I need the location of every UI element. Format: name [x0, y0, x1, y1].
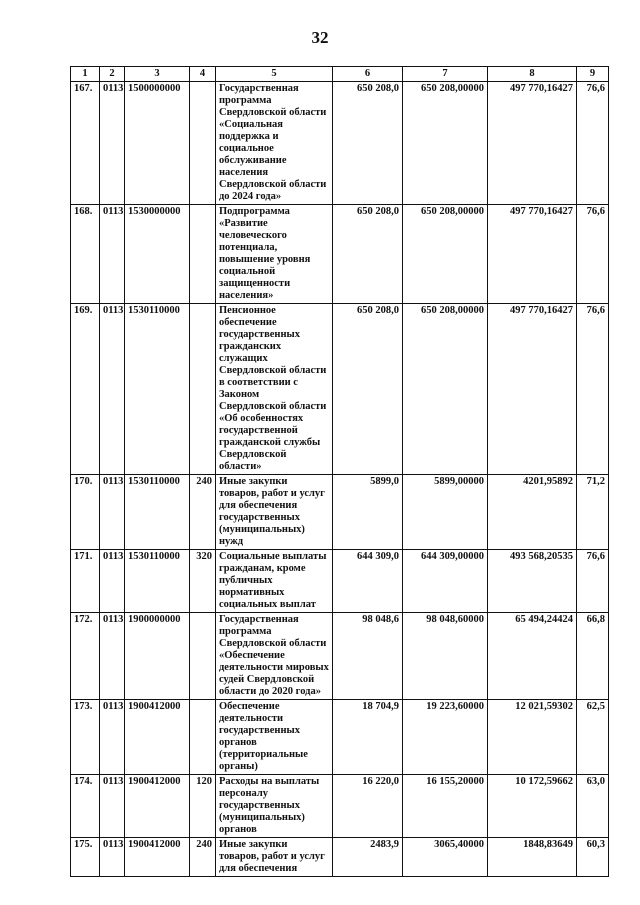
- executed-amount-cell: 4201,95892: [488, 475, 577, 550]
- item-name-cell: Подпрограмма «Развитие человеческого потенциала, повышение уровня социальной защищенности населения»: [216, 205, 333, 304]
- executed-amount-cell: 497 770,16427: [488, 304, 577, 475]
- column-header: 6: [333, 67, 403, 82]
- row-number-cell: 170.: [71, 475, 100, 550]
- executed-amount-cell: 497 770,16427: [488, 205, 577, 304]
- table-header-row: [71, 67, 609, 82]
- executed-amount-cell: 10 172,59662: [488, 775, 577, 838]
- expense-type-cell: [190, 700, 216, 775]
- section-code-cell: 0113: [100, 475, 125, 550]
- column-header: 3: [125, 67, 190, 82]
- expense-type-cell: 240: [190, 838, 216, 877]
- budget-allocation-cell: 644 309,00000: [403, 550, 488, 613]
- budget-allocation-cell: 98 048,60000: [403, 613, 488, 700]
- section-code-cell: 0113: [100, 700, 125, 775]
- expense-type-cell: [190, 205, 216, 304]
- execution-percent-cell: 71,2: [577, 475, 609, 550]
- column-header: 7: [403, 67, 488, 82]
- table-row: [71, 838, 609, 877]
- approved-amount-cell: 650 208,0: [333, 82, 403, 205]
- section-code-cell: 0113: [100, 304, 125, 475]
- approved-amount-cell: 650 208,0: [333, 205, 403, 304]
- row-number-cell: 171.: [71, 550, 100, 613]
- table-row: [71, 550, 609, 613]
- executed-amount-cell: 65 494,24424: [488, 613, 577, 700]
- approved-amount-cell: 650 208,0: [333, 304, 403, 475]
- section-code-cell: 0113: [100, 613, 125, 700]
- row-number-cell: 175.: [71, 838, 100, 877]
- execution-percent-cell: 76,6: [577, 550, 609, 613]
- item-name-cell: Государственная программа Свердловской области «Обеспечение деятельности мировых судей Свердловской области до 2020 года»: [216, 613, 333, 700]
- target-article-cell: 1530110000: [125, 304, 190, 475]
- execution-percent-cell: 66,8: [577, 613, 609, 700]
- target-article-cell: 1900412000: [125, 775, 190, 838]
- item-name-cell: Государственная программа Свердловской области «Социальная поддержка и социальное обслуживание населения Свердловской области до 2024 года»: [216, 82, 333, 205]
- target-article-cell: 1530110000: [125, 475, 190, 550]
- target-article-cell: 1530000000: [125, 205, 190, 304]
- execution-percent-cell: 76,6: [577, 304, 609, 475]
- table-row: [71, 82, 609, 205]
- budget-allocation-cell: 19 223,60000: [403, 700, 488, 775]
- table-row: [71, 475, 609, 550]
- approved-amount-cell: 2483,9: [333, 838, 403, 877]
- page-number: 32: [311, 28, 329, 47]
- budget-table: [70, 66, 609, 877]
- execution-percent-cell: 60,3: [577, 838, 609, 877]
- approved-amount-cell: 5899,0: [333, 475, 403, 550]
- budget-allocation-cell: 650 208,00000: [403, 304, 488, 475]
- budget-allocation-cell: 3065,40000: [403, 838, 488, 877]
- target-article-cell: 1500000000: [125, 82, 190, 205]
- execution-percent-cell: 76,6: [577, 82, 609, 205]
- approved-amount-cell: 18 704,9: [333, 700, 403, 775]
- executed-amount-cell: 1848,83649: [488, 838, 577, 877]
- expense-type-cell: 240: [190, 475, 216, 550]
- executed-amount-cell: 12 021,59302: [488, 700, 577, 775]
- column-header: 4: [190, 67, 216, 82]
- item-name-cell: Пенсионное обеспечение государственных гражданских служащих Свердловской области в соответствии с Законом Свердловской области «Об особенностях государственной гражданской службы Свердловской области»: [216, 304, 333, 475]
- section-code-cell: 0113: [100, 82, 125, 205]
- column-header: 9: [577, 67, 609, 82]
- executed-amount-cell: 493 568,20535: [488, 550, 577, 613]
- execution-percent-cell: 63,0: [577, 775, 609, 838]
- section-code-cell: 0113: [100, 550, 125, 613]
- table-row: [71, 304, 609, 475]
- column-header: 2: [100, 67, 125, 82]
- row-number-cell: 169.: [71, 304, 100, 475]
- target-article-cell: 1900000000: [125, 613, 190, 700]
- item-name-cell: Социальные выплаты гражданам, кроме публичных нормативных социальных выплат: [216, 550, 333, 613]
- target-article-cell: 1900412000: [125, 700, 190, 775]
- table-row: [71, 700, 609, 775]
- table-row: [71, 775, 609, 838]
- column-header: 8: [488, 67, 577, 82]
- target-article-cell: 1900412000: [125, 838, 190, 877]
- budget-allocation-cell: 16 155,20000: [403, 775, 488, 838]
- execution-percent-cell: 76,6: [577, 205, 609, 304]
- row-number-cell: 172.: [71, 613, 100, 700]
- row-number-cell: 173.: [71, 700, 100, 775]
- table-row: [71, 205, 609, 304]
- expense-type-cell: 120: [190, 775, 216, 838]
- approved-amount-cell: 644 309,0: [333, 550, 403, 613]
- budget-allocation-cell: 650 208,00000: [403, 205, 488, 304]
- section-code-cell: 0113: [100, 775, 125, 838]
- row-number-cell: 174.: [71, 775, 100, 838]
- column-header: 1: [71, 67, 100, 82]
- executed-amount-cell: 497 770,16427: [488, 82, 577, 205]
- table-row: [71, 613, 609, 700]
- expense-type-cell: [190, 82, 216, 205]
- execution-percent-cell: 62,5: [577, 700, 609, 775]
- column-header: 5: [216, 67, 333, 82]
- approved-amount-cell: 98 048,6: [333, 613, 403, 700]
- item-name-cell: Обеспечение деятельности государственных органов (территориальные органы): [216, 700, 333, 775]
- section-code-cell: 0113: [100, 838, 125, 877]
- row-number-cell: 168.: [71, 205, 100, 304]
- item-name-cell: Расходы на выплаты персоналу государственных (муниципальных) органов: [216, 775, 333, 838]
- expense-type-cell: [190, 304, 216, 475]
- expense-type-cell: [190, 613, 216, 700]
- budget-allocation-cell: 650 208,00000: [403, 82, 488, 205]
- approved-amount-cell: 16 220,0: [333, 775, 403, 838]
- expense-type-cell: 320: [190, 550, 216, 613]
- section-code-cell: 0113: [100, 205, 125, 304]
- row-number-cell: 167.: [71, 82, 100, 205]
- target-article-cell: 1530110000: [125, 550, 190, 613]
- item-name-cell: Иные закупки товаров, работ и услуг для обеспечения: [216, 838, 333, 877]
- budget-allocation-cell: 5899,00000: [403, 475, 488, 550]
- item-name-cell: Иные закупки товаров, работ и услуг для обеспечения государственных (муниципальных) нужд: [216, 475, 333, 550]
